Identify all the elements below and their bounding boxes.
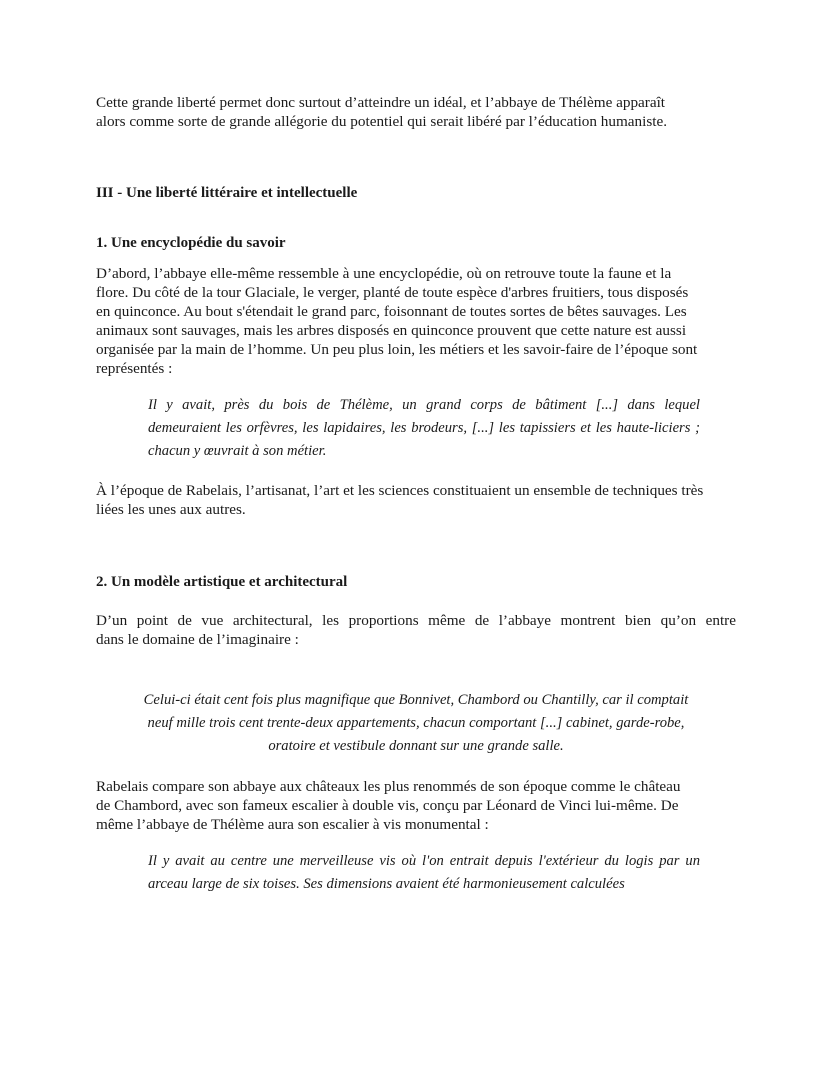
subsection-1-paragraph-after (96, 481, 736, 519)
subsection-2-quote-2 (148, 850, 700, 896)
text-line: organisée par la main de l’homme. Un peu plus loin, les métiers et les savoir-faire de l’époque sont (96, 341, 698, 358)
text-line: À l’époque de Rabelais, l’artisanat, l’art et les sciences constituaient un ensemble de techniques très (96, 482, 704, 499)
text-line: Rabelais compare son abbaye aux châteaux les plus renommés de son époque comme le château (96, 778, 681, 795)
text-line: Cette grande liberté permet donc surtout d’atteindre un idéal, et l’abbaye de Thélème apparaît (96, 94, 666, 111)
text-line: D’un point de vue architectural, les proportions même de l’abbaye montrent bien qu’on entre (96, 612, 736, 629)
subsection-2-quote (96, 689, 736, 758)
text-line: animaux sont sauvages, mais les arbres disposés en quinconce prouvent que cette nature est aussi (96, 322, 687, 339)
quote-line: demeuraient les orfèvres, les lapidaires, les brodeurs, [...] les tapissiers et les haute-liciers ; (148, 420, 700, 436)
text-line: même l’abbaye de Thélème aura son escalier à vis monumental : (96, 816, 489, 833)
text-line: D’abord, l’abbaye elle-même ressemble à une encyclopédie, où on retrouve toute la faune et la (96, 265, 672, 282)
subsection-1-quote (148, 394, 700, 463)
quote-line: Celui-ci était cent fois plus magnifique que Bonnivet, Chambord ou Chantilly, car il comptait (143, 692, 689, 708)
quote-line: Il y avait au centre une merveilleuse vis où l'on entrait depuis l'extérieur du logis par un (148, 853, 700, 869)
text-line: liées les unes aux autres. (96, 501, 246, 518)
text-line: flore. Du côté de la tour Glaciale, le verger, planté de toute espèce d'arbres fruitiers, tous disposés (96, 284, 689, 301)
intro-paragraph (96, 93, 736, 131)
text-line: alors comme sorte de grande allégorie du potentiel qui serait libéré par l’éducation humaniste. (96, 113, 668, 130)
quote-line: arceau large de six toises. Ses dimensions avaient été harmonieusement calculées (148, 876, 625, 892)
text-line: en quinconce. Au bout s'étendait le grand parc, foisonnant de toutes sortes de bêtes sauvages. Les (96, 303, 687, 320)
quote-line: chacun y œuvrait à son métier. (148, 443, 327, 459)
text-line: représentés : (96, 360, 173, 377)
subsection-2-paragraph-after (96, 777, 736, 834)
subsection-1-paragraph (96, 264, 736, 378)
subsection-1-heading: 1. Une encyclopédie du savoir (96, 235, 286, 251)
text-line: de Chambord, avec son fameux escalier à double vis, conçu par Léonard de Vinci lui-même. De (96, 797, 679, 814)
subsection-2-paragraph (96, 611, 736, 649)
quote-line: Il y avait, près du bois de Thélème, un grand corps de bâtiment [...] dans lequel (148, 397, 700, 413)
section-heading: III - Une liberté littéraire et intellectuelle (96, 185, 358, 201)
subsection-2-heading: 2. Un modèle artistique et architectural (96, 574, 348, 590)
quote-line: oratoire et vestibule donnant sur une grande salle. (268, 738, 564, 754)
quote-line: neuf mille trois cent trente-deux appartements, chacun comportant [...] cabinet, garde-robe, (147, 715, 685, 731)
text-line: dans le domaine de l’imaginaire : (96, 631, 299, 648)
